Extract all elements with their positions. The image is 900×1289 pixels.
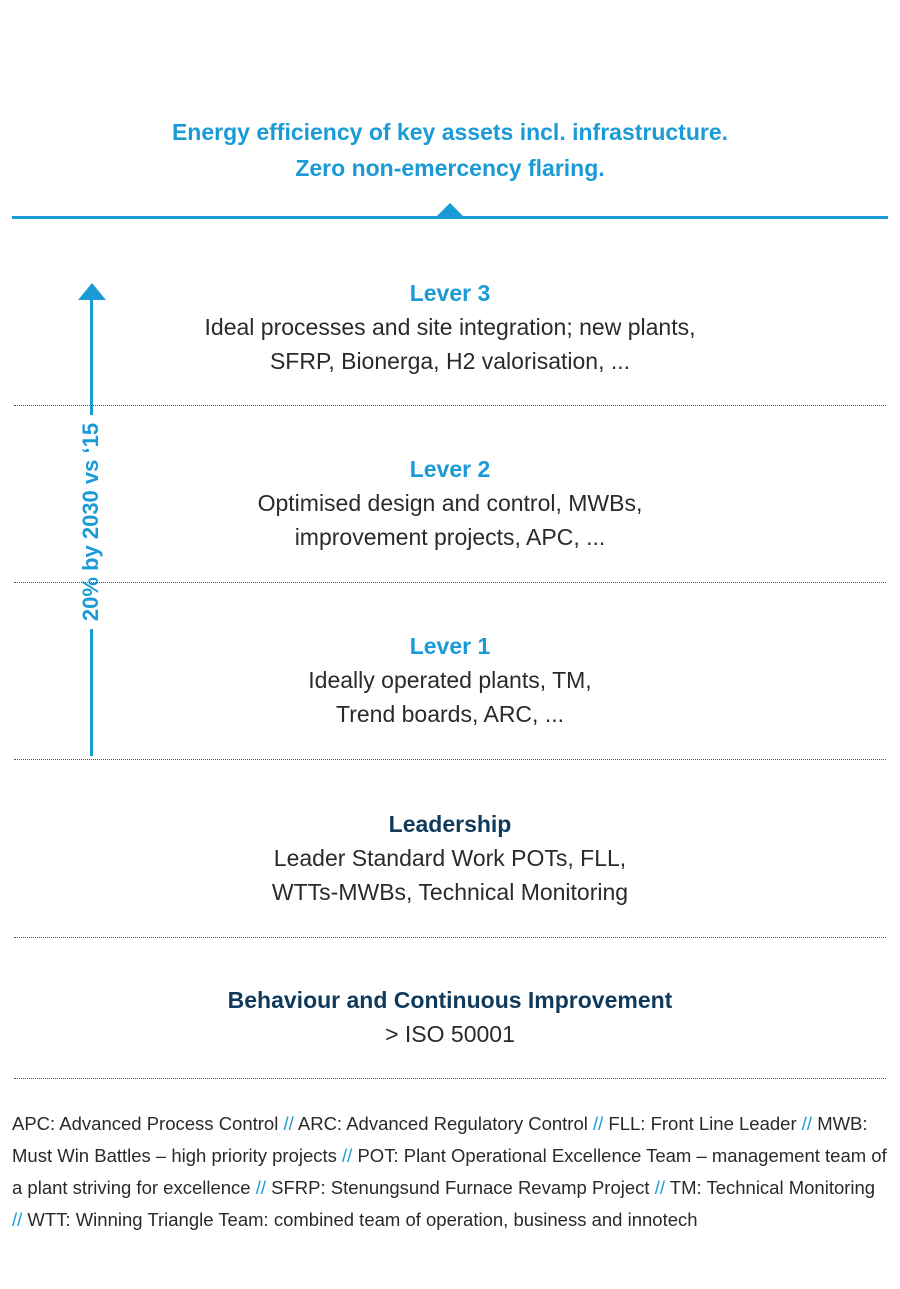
leadership-line-1: Leader Standard Work POTs, FLL, xyxy=(273,845,627,871)
glossary-item: SFRP: Stenungsund Furnace Revamp Project xyxy=(271,1177,650,1198)
leadership-line-2: WTTs-MWBs, Technical Monitoring xyxy=(271,879,629,905)
behaviour-title: Behaviour and Continuous Improvement xyxy=(227,987,673,1013)
glossary-item: WTT: Winning Triangle Team: combined team of operation, business and innotech xyxy=(27,1209,698,1230)
glossary-separator: // xyxy=(12,1209,23,1230)
divider-1 xyxy=(14,405,886,406)
lever-2-line-2: improvement projects, APC, ... xyxy=(294,524,606,550)
leadership-block xyxy=(120,807,780,909)
lever-2-title: Lever 2 xyxy=(409,456,491,482)
lever-1-line-2: Trend boards, ARC, ... xyxy=(336,701,564,727)
lever-1 xyxy=(120,629,780,731)
glossary-item: MWB: Must Win Battles – high priority projects xyxy=(12,1113,868,1166)
lever-2-line-1: Optimised design and control, MWBs, xyxy=(257,490,643,516)
lever-3 xyxy=(120,276,780,378)
divider-5 xyxy=(14,1078,886,1079)
behaviour-block xyxy=(120,983,780,1051)
divider-3 xyxy=(14,759,886,760)
leadership-title: Leadership xyxy=(388,811,512,837)
glossary-item: FLL: Front Line Leader xyxy=(608,1113,797,1134)
glossary-separator: // xyxy=(801,1113,813,1134)
lever-1-title: Lever 1 xyxy=(409,633,491,659)
glossary-footnote xyxy=(12,1108,888,1236)
glossary-item: ARC: Advanced Regulatory Control xyxy=(297,1113,588,1134)
goal-statement xyxy=(0,114,900,186)
goal-divider-notch-icon xyxy=(436,203,464,217)
glossary-item: POT: Plant Operational Excellence Team – management team of a plant striving for excellence xyxy=(12,1145,887,1198)
glossary-separator: // xyxy=(654,1177,665,1198)
lever-1-line-1: Ideally operated plants, TM, xyxy=(308,667,592,693)
lever-3-title: Lever 3 xyxy=(409,280,491,306)
lever-3-line-1: Ideal processes and site integration; new plants, xyxy=(204,314,696,340)
lever-2 xyxy=(120,452,780,554)
glossary-item: APC: Advanced Process Control xyxy=(12,1113,279,1134)
lever-3-line-2: SFRP, Bionerga, H2 valorisation, ... xyxy=(269,348,631,374)
goal-line-1: Energy efficiency of key assets incl. infrastructure. xyxy=(171,119,729,145)
glossary-separator: // xyxy=(593,1113,604,1134)
divider-2 xyxy=(14,582,886,583)
divider-4 xyxy=(14,937,886,938)
goal-line-2: Zero non-emercency flaring. xyxy=(295,155,605,181)
glossary-item: TM: Technical Monitoring xyxy=(669,1177,876,1198)
behaviour-line-1: > ISO 50001 xyxy=(385,1021,515,1047)
glossary-separator: // xyxy=(283,1113,294,1134)
glossary-separator: // xyxy=(342,1145,353,1166)
target-label: 20% by 2030 vs ‘15 xyxy=(78,415,104,629)
glossary-separator: // xyxy=(255,1177,266,1198)
